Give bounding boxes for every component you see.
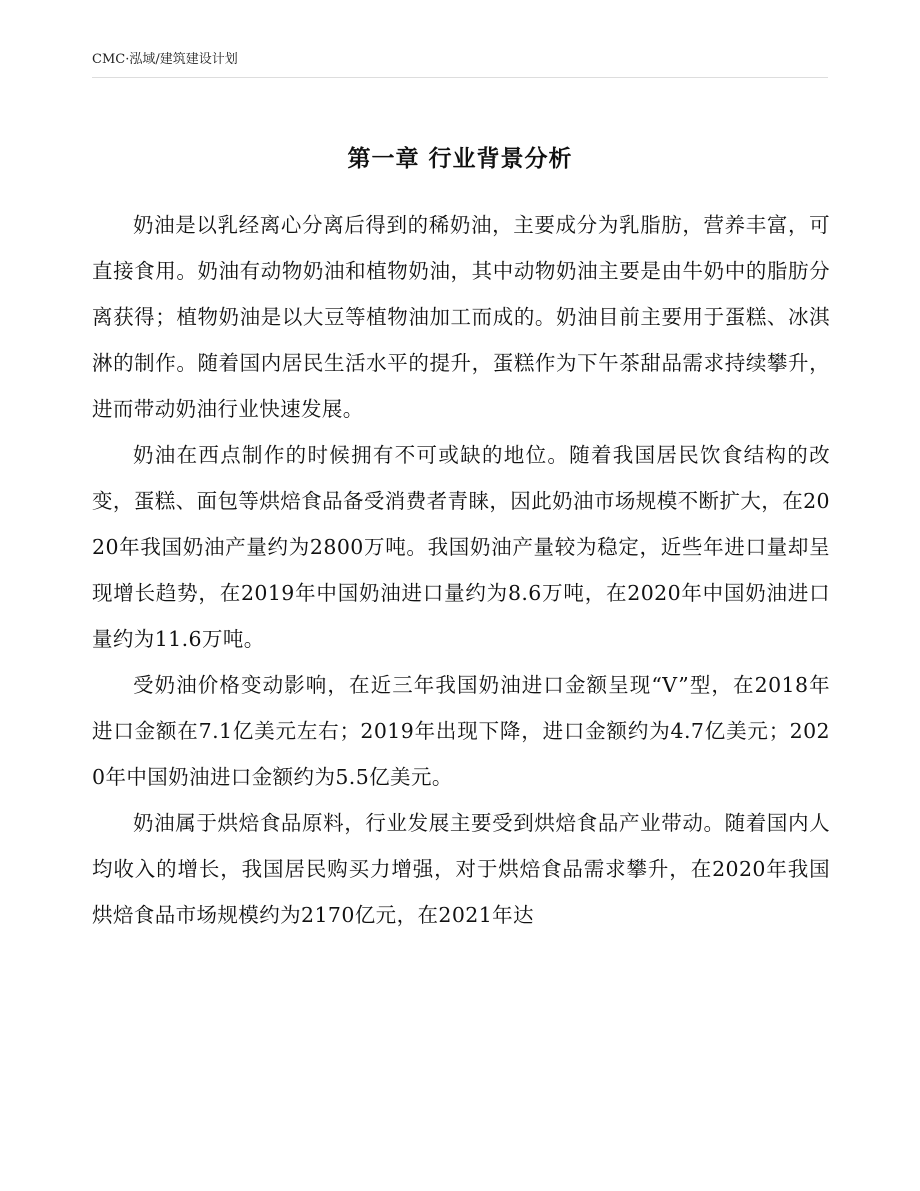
header-divider (92, 77, 828, 78)
paragraph-bakery-demand: 奶油属于烘焙食品原料，行业发展主要受到烘焙食品产业带动。随着国内人均收入的增长，我国居民购买力增强，对于烘焙食品需求攀升，在2020年我国烘焙食品市场规模约为2170亿元，在2021年达 (92, 811, 830, 927)
chapter-title: 第一章 行业背景分析 (347, 146, 573, 172)
paragraph-butter-overview: 奶油是以乳经离心分离后得到的稀奶油，主要成分为乳脂肪，营养丰富，可直接食用。奶油有动物奶油和植物奶油，其中动物奶油主要是由牛奶中的脂肪分离获得；植物奶油是以大豆等植物油加工而成的。奶油目前主要用于蛋糕、冰淇淋的制作。随着国内居民生活水平的提升，蛋糕作为下午茶甜品需求持续攀升，进而带动奶油行业快速发展。 (92, 213, 830, 421)
page-header: CMC·泓域/建筑建设计划 (92, 52, 238, 67)
document-body (92, 202, 830, 938)
paragraph-market-production: 奶油在西点制作的时候拥有不可或缺的地位。随着我国居民饮食结构的改变，蛋糕、面包等烘焙食品备受消费者青睐，因此奶油市场规模不断扩大，在2020年我国奶油产量约为2800万吨。我国奶油产量较为稳定，近些年进口量却呈现增长趋势，在2019年中国奶油进口量约为8.6万吨，在2020年中国奶油进口量约为11.6万吨。 (92, 443, 830, 651)
paragraph-import-value: 受奶油价格变动影响，在近三年我国奶油进口金额呈现“V”型，在2018年进口金额在7.1亿美元左右；2019年出现下降，进口金额约为4.7亿美元；2020年中国奶油进口金额约为5.5亿美元。 (92, 673, 830, 789)
